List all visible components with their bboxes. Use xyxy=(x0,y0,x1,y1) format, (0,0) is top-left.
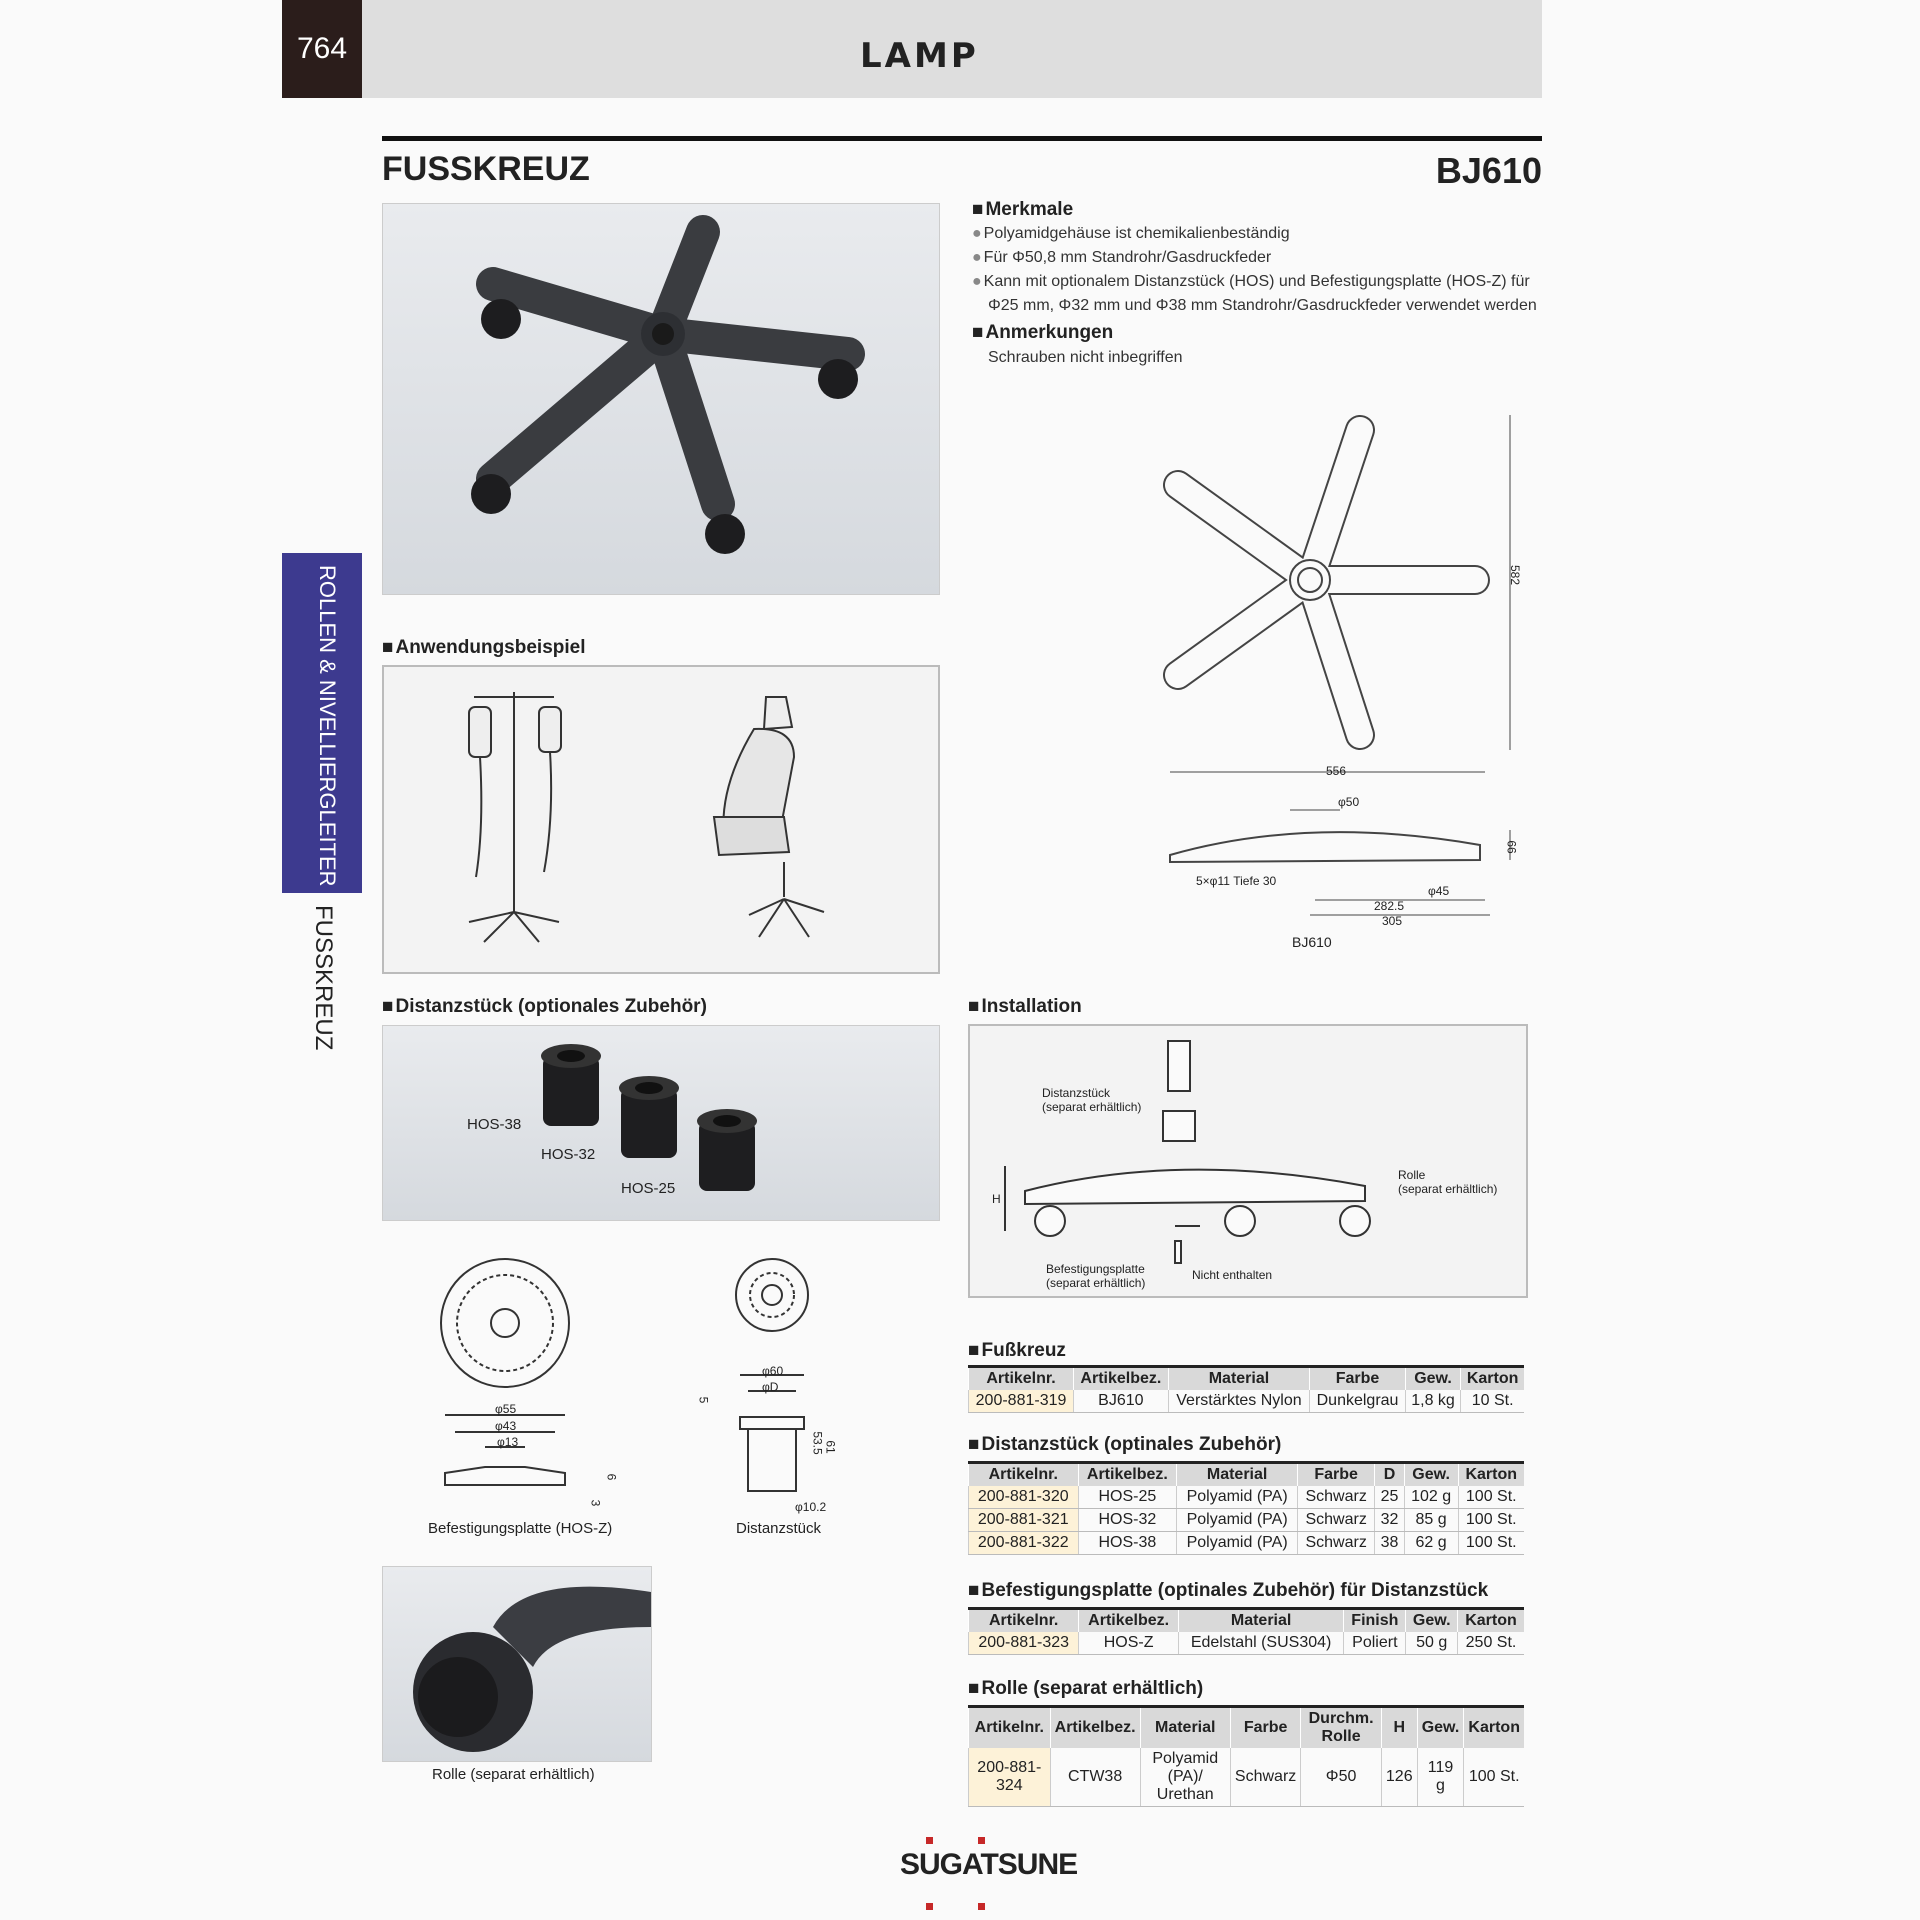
table-cell: Schwarz xyxy=(1298,1486,1375,1509)
table-row xyxy=(969,1509,1525,1532)
table-header-cell: Artikelbez. xyxy=(1050,1707,1140,1749)
feature-item: ● Kann mit optionalem Distanzstück (HOS) und Befestigungsplatte (HOS-Z) für xyxy=(972,270,1542,294)
drawing-caption: BJ610 xyxy=(1292,934,1332,950)
table-cell: Edelstahl (SUS304) xyxy=(1178,1632,1343,1655)
table-header-cell: Artikelnr. xyxy=(969,1463,1079,1487)
table-caster-heading: ■ Rolle (separat erhältlich) xyxy=(968,1678,1203,1700)
table-cell: Schwarz xyxy=(1230,1748,1300,1807)
table-header-cell: Karton xyxy=(1461,1367,1524,1391)
installation-diagram xyxy=(968,1024,1528,1298)
plate-technical-drawing xyxy=(430,1255,630,1495)
plate-d55: φ55 xyxy=(495,1402,517,1416)
dim-thickness: 66 xyxy=(1504,840,1519,854)
table-cell: 50 g xyxy=(1406,1632,1458,1655)
table-header-cell: Artikelnr. xyxy=(969,1707,1051,1749)
plate-d43: φ43 xyxy=(495,1419,517,1433)
page-number: 764 xyxy=(282,0,362,98)
plate-h6: 6 xyxy=(604,1473,619,1481)
caster-illustration xyxy=(383,1567,651,1761)
table-plate-heading: ■ Befestigungsplatte (optinales Zubehör) für Distanzstück xyxy=(968,1580,1488,1602)
plate-d13: φ13 xyxy=(497,1435,519,1449)
table-header-cell: Artikelbez. xyxy=(1074,1367,1169,1391)
install-spacer-sub: (separat erhältlich) xyxy=(1042,1100,1142,1114)
table-cell: CTW38 xyxy=(1050,1748,1140,1807)
spacer-h5: 5 xyxy=(696,1396,711,1404)
chair-base-illustration xyxy=(383,204,939,594)
dim-305: 305 xyxy=(1382,914,1403,928)
table-header-cell: Material xyxy=(1140,1707,1230,1749)
spacer-caption: Distanzstück xyxy=(736,1520,822,1537)
table-cell: Φ50 xyxy=(1301,1748,1382,1807)
table-header-cell: Gew. xyxy=(1404,1463,1458,1487)
table-spacer-heading: ■ Distanzstück (optinales Zubehör) xyxy=(968,1434,1281,1456)
table-cell: 119 g xyxy=(1417,1748,1464,1807)
table-header-cell: D xyxy=(1375,1463,1404,1487)
install-caster-sub: (separat erhältlich) xyxy=(1398,1182,1498,1196)
table-row xyxy=(969,1532,1525,1555)
table-cell: 1,8 kg xyxy=(1405,1390,1460,1413)
side-subsection-label: FUSSKREUZ xyxy=(310,905,337,1051)
article-number-cell: 200-881-323 xyxy=(969,1632,1079,1655)
feature-item: ● Polyamidgehäuse ist chemikalienbeständig xyxy=(972,222,1542,246)
table-cell: 100 St. xyxy=(1458,1509,1524,1532)
table-header-cell: Karton xyxy=(1458,1463,1524,1487)
article-number-cell: 200-881-320 xyxy=(969,1486,1079,1509)
model-number: BJ610 xyxy=(1435,150,1542,191)
features-heading: ■ Merkmale xyxy=(972,199,1073,221)
article-number-cell: 200-881-324 xyxy=(969,1748,1051,1807)
table-header-cell: Material xyxy=(1178,1609,1343,1633)
spacer-dD: φD xyxy=(762,1380,779,1394)
feature-item: ● Für Φ50,8 mm Standrohr/Gasdruckfeder xyxy=(972,246,1542,270)
install-not-included: Nicht enthalten xyxy=(1192,1268,1273,1282)
table-row xyxy=(969,1748,1525,1807)
table-header-cell: Gew. xyxy=(1406,1609,1458,1633)
table-cell: Polyamid (PA) xyxy=(1177,1509,1298,1532)
table-header-cell: Material xyxy=(1177,1463,1298,1487)
table-plate xyxy=(968,1607,1524,1655)
table-cell: 62 g xyxy=(1404,1532,1458,1555)
table-caster xyxy=(968,1705,1524,1807)
install-h-label: H xyxy=(992,1192,1001,1206)
spacer-d102: φ10.2 xyxy=(795,1500,827,1514)
application-illustration xyxy=(382,665,940,974)
plate-h3: 3 xyxy=(588,1499,603,1507)
table-base-heading: ■ Fußkreuz xyxy=(968,1340,1066,1362)
install-plate-sub: (separat erhältlich) xyxy=(1046,1276,1146,1290)
side-tab-label: ROLLEN & NIVELLIERGLEITER xyxy=(315,565,340,887)
table-base xyxy=(968,1365,1524,1413)
table-cell: 32 xyxy=(1375,1509,1404,1532)
table-cell: HOS-Z xyxy=(1079,1632,1179,1655)
table-cell: 100 St. xyxy=(1458,1486,1524,1509)
table-header-cell: Gew. xyxy=(1417,1707,1464,1749)
table-cell: 102 g xyxy=(1404,1486,1458,1509)
title-rule xyxy=(382,136,1542,141)
table-cell: 100 St. xyxy=(1458,1532,1524,1555)
feature-item: Φ25 mm, Φ32 mm und Φ38 mm Standrohr/Gasdruckfeder verwendet werden xyxy=(988,297,1537,314)
table-cell: 100 St. xyxy=(1464,1748,1524,1807)
footer-logo: SUGATSUNE xyxy=(900,1848,1078,1881)
table-cell: 38 xyxy=(1375,1532,1404,1555)
table-header-cell: Artikelnr. xyxy=(969,1367,1074,1391)
notes-heading: ■ Anmerkungen xyxy=(972,322,1113,344)
install-plate-text: Befestigungsplatte xyxy=(1046,1262,1145,1276)
table-header-cell: Artikelbez. xyxy=(1079,1609,1179,1633)
spacer-d60: φ60 xyxy=(762,1364,784,1378)
table-header-cell: Durchm. Rolle xyxy=(1301,1707,1382,1749)
side-tab-subsection xyxy=(282,900,362,1051)
table-header-cell: Finish xyxy=(1344,1609,1406,1633)
article-number-cell: 200-881-322 xyxy=(969,1532,1079,1555)
install-caster-text: Rolle xyxy=(1398,1168,1426,1182)
dim-282: 282.5 xyxy=(1374,899,1405,913)
install-spacer-label xyxy=(1042,1086,1141,1114)
spacer-h535: 53.5 xyxy=(810,1431,825,1455)
dim-bore: φ50 xyxy=(1338,795,1360,809)
table-cell: Schwarz xyxy=(1298,1532,1375,1555)
table-row xyxy=(969,1486,1525,1509)
table-row xyxy=(969,1390,1525,1413)
application-drawings xyxy=(384,667,938,972)
side-tab-section[interactable] xyxy=(282,553,362,893)
table-header-cell: Karton xyxy=(1458,1609,1525,1633)
product-photo xyxy=(382,203,940,595)
install-spacer-text: Distanzstück xyxy=(1042,1086,1111,1100)
table-cell: Verstärktes Nylon xyxy=(1168,1390,1310,1413)
page-title: FUSSKREUZ xyxy=(382,150,590,188)
table-cell: HOS-32 xyxy=(1078,1509,1177,1532)
table-row xyxy=(969,1632,1525,1655)
table-cell: 10 St. xyxy=(1461,1390,1524,1413)
table-cell: Poliert xyxy=(1344,1632,1406,1655)
table-header-cell: Artikelnr. xyxy=(969,1609,1079,1633)
installation-heading: ■ Installation xyxy=(968,996,1082,1018)
article-number-cell: 200-881-319 xyxy=(969,1390,1074,1413)
table-cell: Dunkelgrau xyxy=(1310,1390,1406,1413)
article-number-cell: 200-881-321 xyxy=(969,1509,1079,1532)
plate-caption: Befestigungsplatte (HOS-Z) xyxy=(428,1520,613,1537)
table-header-cell: Farbe xyxy=(1298,1463,1375,1487)
spacer-label-hos32: HOS-32 xyxy=(541,1146,596,1163)
table-cell: 250 St. xyxy=(1458,1632,1525,1655)
table-spacer xyxy=(968,1461,1524,1555)
table-cell: Polyamid (PA) xyxy=(1177,1486,1298,1509)
dim-holes: 5×φ11 Tiefe 30 xyxy=(1196,874,1277,888)
table-cell: 126 xyxy=(1381,1748,1417,1807)
spacer-label-hos38: HOS-38 xyxy=(467,1116,522,1133)
table-cell: HOS-25 xyxy=(1078,1486,1177,1509)
spacer-heading: ■ Distanzstück (optionales Zubehör) xyxy=(382,996,707,1018)
installation-drawing xyxy=(970,1026,1526,1296)
caster-caption: Rolle (separat erhältlich) xyxy=(432,1766,595,1783)
dim-d45: φ45 xyxy=(1428,884,1450,898)
dim-height: 582 xyxy=(1508,564,1523,586)
install-caster-label xyxy=(1398,1168,1497,1196)
table-header-cell: Farbe xyxy=(1310,1367,1406,1391)
application-heading: ■ Anwendungsbeispiel xyxy=(382,637,586,659)
spacer-photo xyxy=(382,1025,940,1221)
caster-photo xyxy=(382,1566,652,1762)
table-header-cell: Material xyxy=(1168,1367,1310,1391)
table-header-cell: Karton xyxy=(1464,1707,1524,1749)
features-list xyxy=(972,222,1542,318)
table-cell: 25 xyxy=(1375,1486,1404,1509)
spacer-label-hos25: HOS-25 xyxy=(621,1180,676,1197)
table-cell: Polyamid (PA)/ Urethan xyxy=(1140,1748,1230,1807)
notes-text: Schrauben nicht inbegriffen xyxy=(988,349,1183,366)
table-header-cell: Artikelbez. xyxy=(1078,1463,1177,1487)
table-header-cell: Farbe xyxy=(1230,1707,1300,1749)
table-header-cell: Gew. xyxy=(1405,1367,1460,1391)
install-plate-label xyxy=(1046,1262,1145,1290)
table-cell: BJ610 xyxy=(1074,1390,1169,1413)
table-cell: Schwarz xyxy=(1298,1509,1375,1532)
spacer-h61: 61 xyxy=(823,1440,838,1454)
brand-logo: LAMP xyxy=(860,36,979,76)
table-cell: Polyamid (PA) xyxy=(1177,1532,1298,1555)
table-header-cell: H xyxy=(1381,1707,1417,1749)
dim-width: 556 xyxy=(1326,764,1347,778)
table-cell: HOS-38 xyxy=(1078,1532,1177,1555)
table-cell: 85 g xyxy=(1404,1509,1458,1532)
